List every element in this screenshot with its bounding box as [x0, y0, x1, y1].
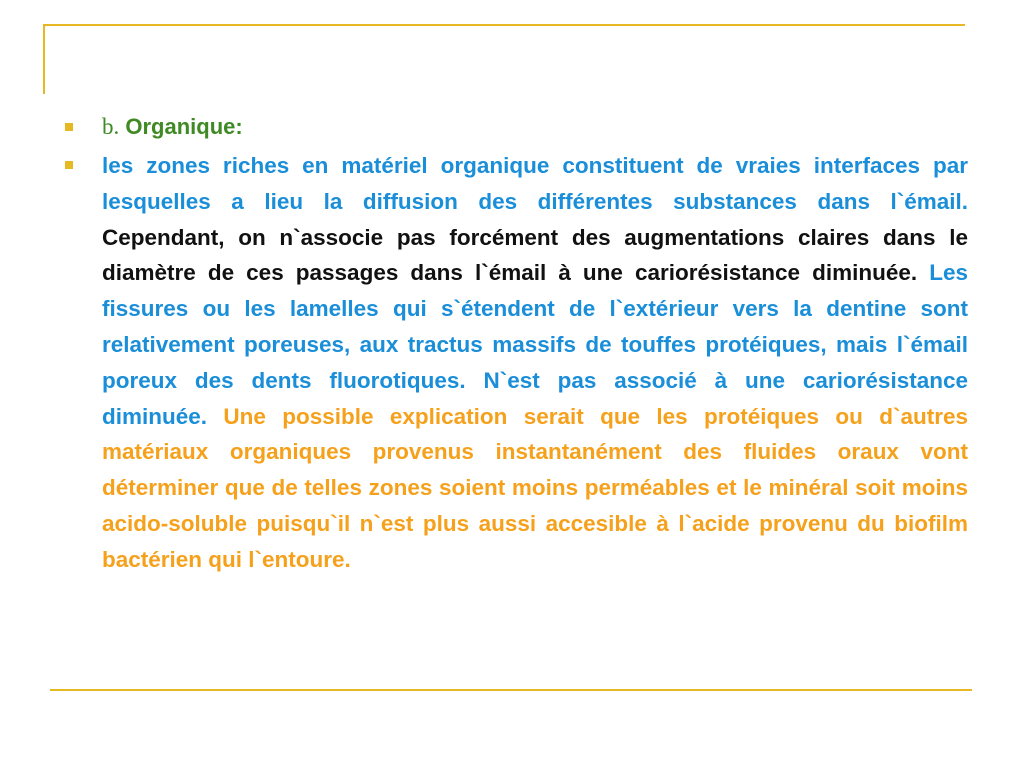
heading-bullet-item	[63, 108, 968, 146]
section-letter: b.	[102, 114, 120, 139]
section-heading: Organique:	[125, 114, 243, 139]
paragraph-segment-interfaces: les zones riches en matériel organique constituent de vraies interfaces par lesquelles a lieu la diffusion des différentes substances dans l`émail.	[102, 153, 968, 214]
body-paragraph	[102, 148, 968, 578]
top-rule	[43, 24, 965, 26]
square-bullet-icon	[65, 123, 73, 131]
paragraph-segment-cependant: Cependant, on n`associe pas forcément des augmentations claires dans le diamètre de ces passages dans l`émail à une cariorésistance diminuée.	[102, 224, 968, 286]
square-bullet-icon	[65, 161, 73, 169]
left-rule	[43, 24, 45, 94]
paragraph-segment-explication: Une possible explication serait que les protéiques ou d`autres matériaux organiques provenus instantanément des fluides oraux vont déterminer que de telles zones soient moins perméables et le minéral soit moins acido-soluble puisqu`il n`est plus aussi accesible à l`acide provenu du biofilm bactérien qui l`entoure.	[102, 403, 968, 572]
bullet-list	[63, 108, 968, 578]
paragraph-segment-fissures: Les fissures ou les lamelles qui s`étendent de l`extérieur vers la dentine sont relativement poreuses, aux tractus massifs de touffes protéiques, mais l`émail poreux des dents fluorotiques. N`est pas associé à une cariorésistance diminuée.	[102, 260, 968, 429]
body-bullet-item	[63, 148, 968, 578]
bottom-rule	[50, 689, 972, 691]
